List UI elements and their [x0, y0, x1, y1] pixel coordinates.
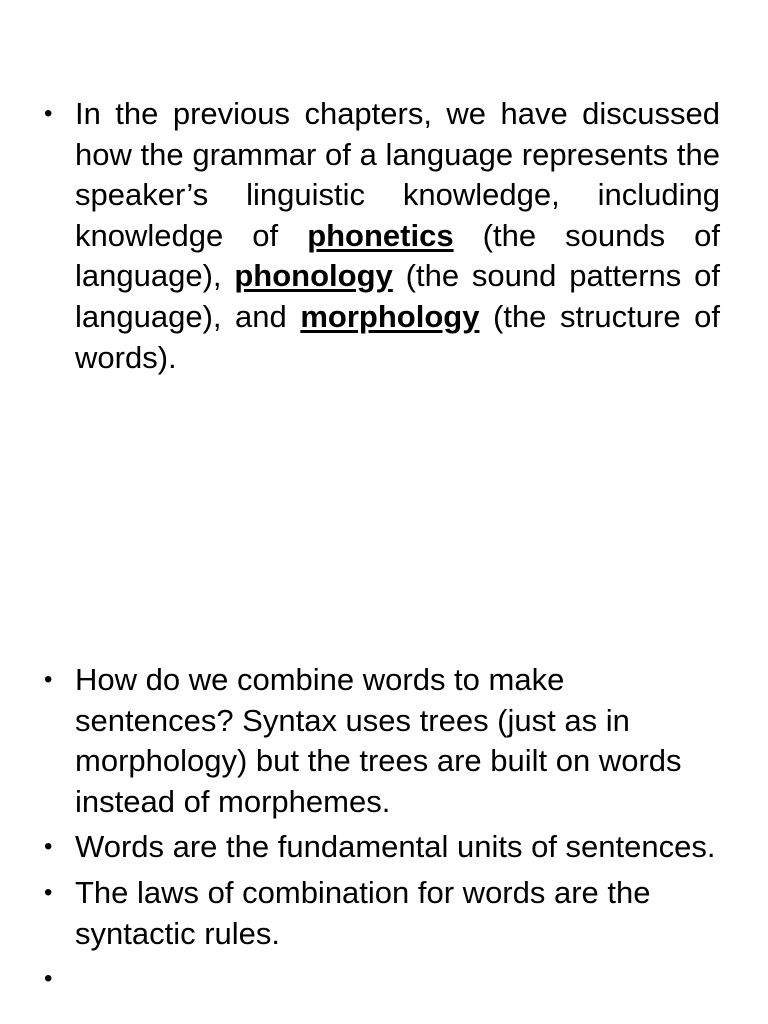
term-phonetics: phonetics: [307, 217, 454, 253]
bullet-icon: •: [44, 666, 53, 693]
intro-bullet-list: [44, 94, 720, 378]
intro-text-segment: (the structure of words).: [75, 298, 720, 375]
syntax-bullet-item: [44, 827, 720, 868]
intro-text-segment: (the sound patterns of language), and: [75, 258, 720, 334]
bullet-icon: •: [44, 965, 53, 993]
intro-text-segment: (the sounds of language),: [75, 217, 720, 294]
intro-text-segment: In the previous chapters, we have discussed how the grammar of a language represents the speaker’s linguistic knowledge, including knowledge of: [75, 96, 720, 253]
term-morphology: morphology: [300, 298, 480, 334]
syntax-bullet-item: [44, 660, 720, 822]
bullet-icon: •: [44, 878, 53, 906]
syntax-bullet-item: [44, 873, 720, 954]
syntax-bullet-text: Words are the fundamental units of sentences.: [75, 829, 716, 865]
syntax-bullet-text: The laws of combination for words are the syntactic rules.: [75, 874, 651, 951]
syntax-bullet-text: How do we combine words to make sentences? Syntax uses trees (just as in morphology) but the trees are built on words instead of morphemes.: [75, 662, 682, 819]
syntax-bullet-list: [44, 660, 720, 1005]
bullet-icon: •: [44, 833, 53, 861]
syntax-bullet-item: [44, 959, 720, 1000]
intro-bullet-item: [44, 94, 720, 378]
intro-paragraph: [75, 94, 720, 378]
bullet-icon: •: [44, 100, 53, 127]
term-phonology: phonology: [234, 258, 393, 294]
